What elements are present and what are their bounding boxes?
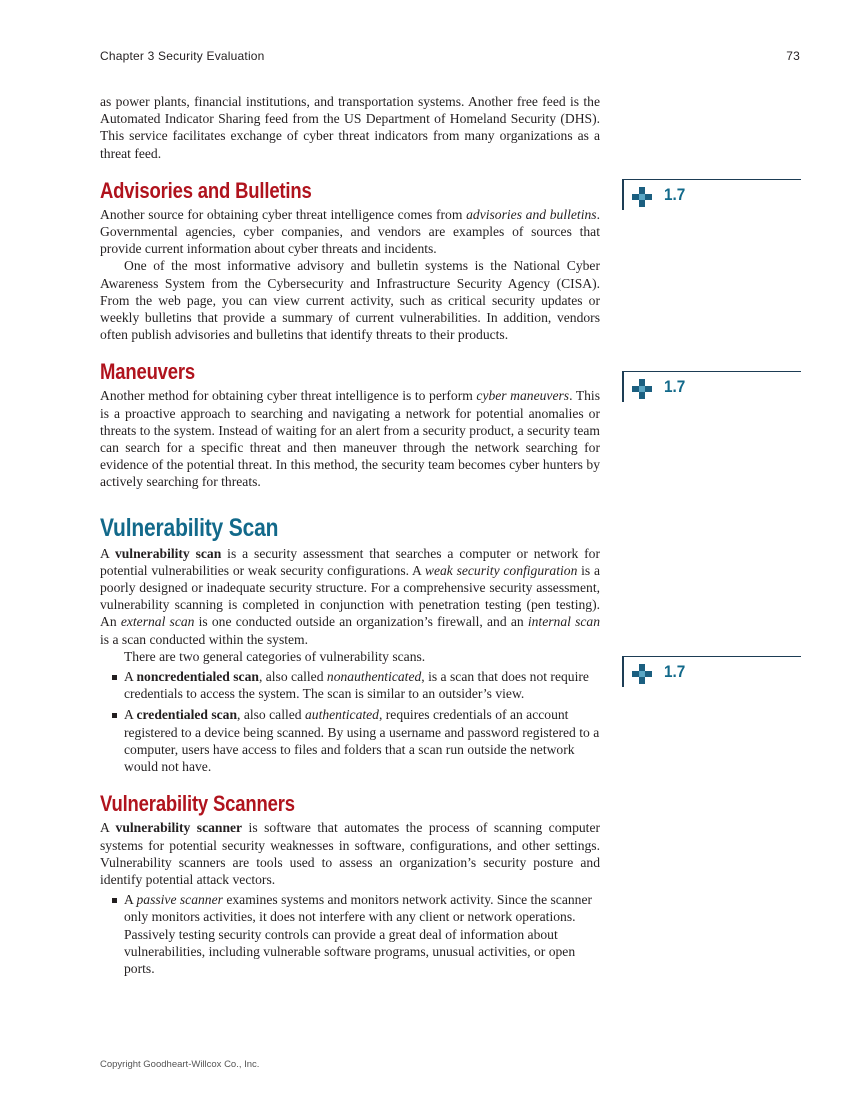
emphasis-term: cyber maneuvers — [476, 388, 570, 404]
emphasis-term: internal scan — [527, 614, 600, 630]
paragraph — [100, 387, 600, 490]
text-run: is a poorly designed or inadequate security structure. For a comprehensive security assessment, vulnerability scanning is completed in conjunction with penetration testing (pen testing). An — [100, 562, 600, 630]
objective-marker — [622, 371, 801, 404]
section-heading: Advisories and Bulletins — [100, 177, 312, 203]
page-number: 73 — [786, 49, 800, 63]
text-run: , is a scan that does not require credentials to access the system. The scan is similar to an outsider’s view. — [124, 669, 589, 702]
objective-cross-icon — [632, 187, 652, 207]
emphasis-term: weak security configuration — [424, 562, 578, 578]
text-run: A — [124, 707, 137, 723]
objective-number: 1.7 — [664, 377, 686, 396]
text-run: as power plants, financial institutions, and transportation systems. Another free feed is the Automated Indicator Sharing feed from the US Department of Homeland Security (DHS). This service facilitates exchange of cyber threat indicators from many organizations as a threat feed. — [100, 94, 600, 161]
key-term: vulnerability scan — [114, 545, 222, 561]
text-run: Another source for obtaining cyber threat intelligence comes from — [100, 206, 467, 222]
section-heading: Maneuvers — [100, 359, 196, 385]
emphasis-term: external scan — [120, 614, 195, 630]
objective-cross-icon — [632, 379, 652, 399]
list-item — [100, 706, 600, 775]
bullet-list — [100, 891, 600, 977]
text-run: A — [124, 892, 137, 908]
running-header: Chapter 3 Security Evaluation — [100, 49, 265, 63]
text-run: , requires credentials of an account registered to a device being scanned. By using a username and password registered to a computer, users have access to files and folders that a scan run outside the network would not have. — [124, 707, 600, 775]
text-run: There are two general categories of vulnerability scans. — [124, 648, 426, 664]
objective-marker — [622, 656, 801, 689]
text-run: A — [124, 669, 137, 685]
marker-rule — [622, 180, 624, 210]
text-run: examines systems and monitors network activity. Since the scanner only monitors activities, it does not interfere with any client or network operations. Passively testing security controls can provide a great deal of information about vulnerabilities, including vulnerable software programs, unusual activities, or open ports. — [124, 892, 593, 976]
key-term: vulnerability scanner — [115, 820, 243, 836]
text-run: is software that automates the process of scanning computer systems for potential security weaknesses in software, configurations, and other settings. Vulnerability scanners are tools used to assess an organization’s security posture and identify potential attack vectors. — [100, 820, 601, 887]
key-term: noncredentialed scan — [136, 669, 259, 685]
emphasis-term: advisories and bulletins — [466, 206, 597, 222]
bullet-list — [100, 668, 600, 775]
paragraph — [100, 819, 600, 888]
emphasis-term: passive scanner — [136, 892, 223, 908]
objective-number: 1.7 — [664, 662, 686, 681]
text-run: is a security assessment that searches a computer or network for potential vulnerabilities or weak security configurations. A — [100, 545, 601, 578]
text-run: A — [100, 820, 116, 836]
objective-marker — [622, 179, 801, 212]
text-run: Another method for obtaining cyber threat intelligence is to perform — [100, 388, 477, 404]
text-run: One of the most informative advisory and bulletin systems is the National Cyber Awareness System from the Cybersecurity and Infrastructure Security Agency (CISA). From the web page, you can view current activity, such as critical security updates or weekly bulletins that provide a summary of current vulnerabilities. In addition, vendors often publish advisories and bulletins that identify threats to their products. — [100, 258, 600, 343]
text-run: is a scan conducted within the system. — [100, 631, 309, 647]
objective-number: 1.7 — [664, 185, 686, 204]
marker-rule — [622, 657, 624, 687]
section-heading: Vulnerability Scan — [100, 513, 279, 542]
marker-rule — [622, 372, 624, 402]
paragraph — [100, 206, 600, 258]
emphasis-term: authenticated — [304, 707, 379, 723]
body-column — [100, 93, 600, 981]
text-run: . This is a proactive approach to searching and navigating a network for potential anomalies or threats to the system. Instead of waiting for an alert from a security product, a security team can search for a specific threat and then maneuver through the network searching for evidence of the potential threat. In this method, the security team becomes cyber hunters by actively searching for threats. — [100, 388, 600, 490]
text-run: is one conducted outside an organization’s firewall, and an — [194, 614, 528, 630]
objective-cross-icon — [632, 664, 652, 684]
list-item — [100, 891, 600, 977]
key-term: credentialed scan — [136, 707, 238, 723]
text-run: , also called — [237, 707, 305, 723]
list-item — [100, 668, 600, 702]
paragraph — [100, 257, 600, 343]
section-heading: Vulnerability Scanners — [100, 791, 295, 817]
emphasis-term: nonauthenticated — [326, 669, 422, 685]
paragraph — [100, 93, 600, 162]
copyright-footer: Copyright Goodheart-Willcox Co., Inc. — [100, 1059, 260, 1070]
paragraph — [100, 648, 600, 665]
paragraph — [100, 545, 600, 648]
text-run: A — [100, 545, 115, 561]
text-run: . Governmental agencies, cyber companies, and vendors are examples of sources that provide current information about cyber threats and incidents. — [100, 206, 600, 257]
text-run: , also called — [258, 669, 327, 685]
